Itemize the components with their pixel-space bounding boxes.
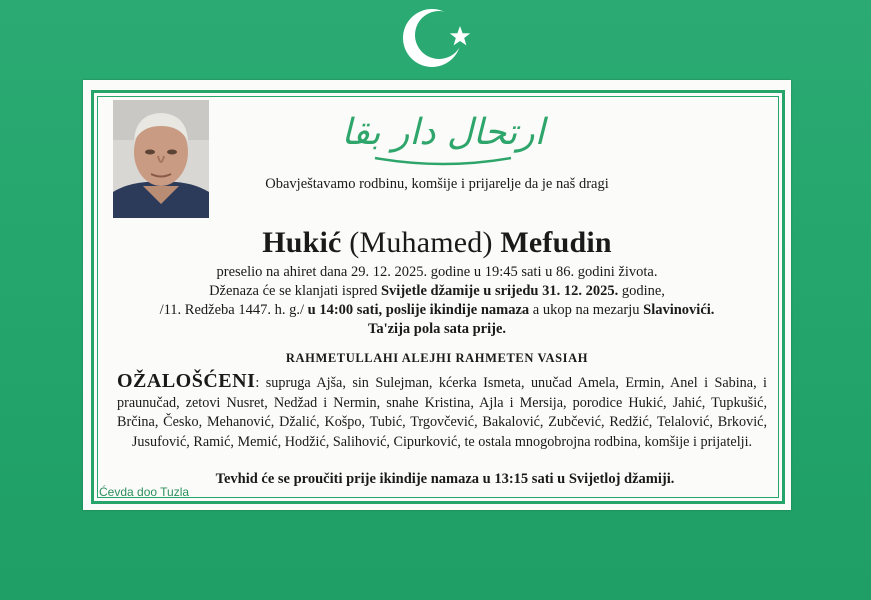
mourners-list: : supruga Ajša, sin Sulejman, kćerka Ismeta, unučad Amela, Ermin, Anel i Sabina, i praunučad, zetovi Nusret, Nedžad i Nermin, snahe Kristina, Ajla i Mersija, porodice Hukić, Jahić, Tupkušić, Brčina, Česko, Mehanović, Džalić, Košpo, Tubić, Trgovčević, Bakalović, Zubčević, Redžić, Telalović, Brković, Jusufović, Ramić, Memić, Hodžić, Salihović, Cipurković, te ostala mnogobrojna rodbina, komšije i prijatelji. <box>117 375 767 450</box>
calligraphy-text: ارتحال دار بقا <box>341 112 545 153</box>
tevhid-line: Tevhid će se proučiti prije ikindije namaza u 13:15 sati u Svijetloj džamiji. <box>215 471 675 487</box>
tazija-line: Ta'zija pola sata prije. <box>367 321 507 337</box>
burial-text-d: Slavinovići. <box>643 302 715 318</box>
deceased-portrait-photo <box>113 100 209 218</box>
crescent-star-icon <box>400 4 480 70</box>
intro-text: Obavještavamo rodbinu, komšije i prijarelje da je naš dragi <box>265 176 609 192</box>
burial-line <box>83 302 791 319</box>
funeral-line <box>83 283 791 300</box>
funeral-text-c: godine, <box>618 283 665 299</box>
deceased-name <box>83 226 791 260</box>
prayer-line: RAHMETULLAHI ALEJHI RAHMETEN VASIAH <box>285 351 589 365</box>
death-date-line: preselio na ahiret dana 29. 12. 2025. godine u 19:45 sati u 86. godini života. <box>216 264 658 280</box>
arabic-calligraphy <box>341 100 545 172</box>
funeral-text-a: Dženaza će se klanjati ispred <box>209 283 381 299</box>
obituary-card <box>83 80 791 510</box>
burial-text-b: u 14:00 sati, poslije ikindije namaza <box>307 302 530 318</box>
funeral-text-b: Svijetle džamije u srijedu 31. 12. 2025. <box>380 283 619 299</box>
mourners-header: OŽALOŠĆENI <box>117 370 256 392</box>
funeral-company-footer: Ćevda doo Tuzla <box>99 485 190 499</box>
surname: Hukić <box>262 226 342 259</box>
first-name: Mefudin <box>500 226 612 259</box>
mourners-paragraph <box>117 372 767 452</box>
burial-text-a: /11. Redžeba 1447. h. g./ <box>159 302 308 318</box>
burial-text-c: a ukop na mezarju <box>529 302 644 318</box>
father-name: (Muhamed) <box>349 226 493 259</box>
